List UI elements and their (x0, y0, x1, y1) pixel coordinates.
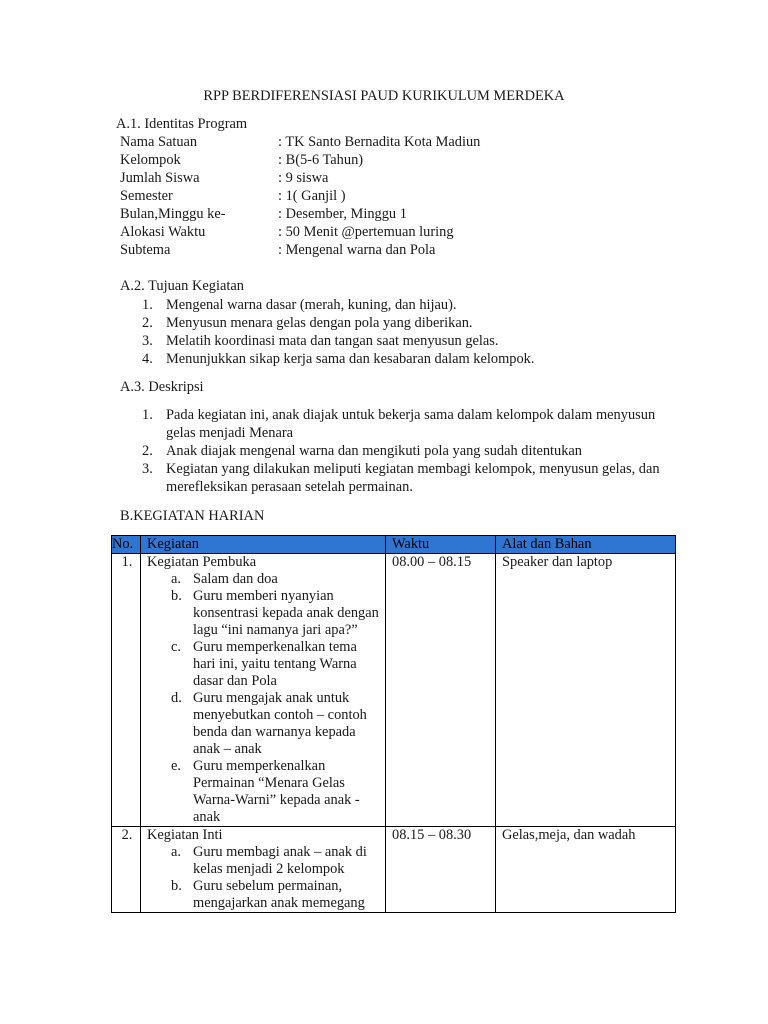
list-number: 4. (142, 351, 153, 367)
tujuan-list (120, 296, 680, 368)
kegiatan-step (147, 690, 379, 758)
list-number: 2. (142, 443, 153, 459)
list-text: Kegiatan yang dilakukan meliputi kegiatan membagi kelompok, menyusun gelas, dan merefleksikan perasaan setelah permainan. (166, 461, 660, 495)
cell-no (112, 554, 141, 827)
list-text: Menunjukkan sikap kerja sama dan kesabaran dalam kelompok. (166, 351, 535, 367)
kegiatan-step (147, 588, 379, 639)
section-identitas-heading: A.1. Identitas Program (116, 116, 248, 132)
list-item (120, 442, 680, 460)
list-text: Pada kegiatan ini, anak diajak untuk bekerja sama dalam kelompok dalam menyusun gelas menjadi Menara (166, 407, 656, 441)
identitas-label: Nama Satuan (120, 134, 198, 150)
kegiatan-harian-table (111, 535, 676, 913)
identitas-value: : B(5-6 Tahun) (278, 152, 364, 168)
header-no: No. (112, 536, 141, 554)
cell-alat: Gelas,meja, dan wadah (496, 827, 676, 913)
step-text: Guru memberi nyanyian konsentrasi kepada anak dengan lagu “ini namanya jari apa?” (193, 588, 379, 638)
deskripsi-list (120, 406, 680, 496)
identitas-label: Bulan,Minggu ke- (120, 206, 226, 222)
list-number: 1. (142, 407, 153, 423)
step-text: Guru memperkenalkan Permainan “Menara Gelas Warna-Warni” kepada anak - anak (193, 758, 360, 825)
cell-waktu: 08.15 – 08.30 (386, 827, 496, 913)
table-header-row (112, 536, 676, 554)
cell-alat: Speaker dan laptop (496, 554, 676, 827)
kegiatan-step (147, 639, 379, 690)
identitas-label: Kelompok (120, 152, 181, 168)
list-item (120, 350, 680, 368)
identitas-value: : Mengenal warna dan Pola (278, 242, 436, 258)
list-number: 3. (142, 461, 153, 477)
list-text: Mengenal warna dasar (merah, kuning, dan hijau). (166, 297, 457, 313)
identitas-label: Semester (120, 188, 173, 204)
step-letter: a. (171, 571, 181, 587)
step-letter: a. (171, 844, 181, 860)
list-text: Menyusun menara gelas dengan pola yang diberikan. (166, 315, 473, 331)
list-item (120, 460, 680, 496)
section-tujuan-heading: A.2. Tujuan Kegiatan (120, 278, 244, 294)
header-alat: Alat dan Bahan (496, 536, 676, 554)
row-number: 2. (121, 827, 133, 843)
list-item (120, 296, 680, 314)
step-text: Salam dan doa (193, 571, 278, 587)
identitas-value: : 1( Ganjil ) (278, 188, 346, 204)
table-row (112, 554, 676, 827)
section-deskripsi-heading: A.3. Deskripsi (120, 379, 204, 395)
kegiatan-steps (147, 844, 379, 912)
list-item (120, 406, 680, 442)
list-number: 3. (142, 333, 153, 349)
cell-waktu: 08.00 – 08.15 (386, 554, 496, 827)
step-letter: c. (171, 639, 181, 655)
list-number: 2. (142, 315, 153, 331)
kegiatan-step (147, 878, 379, 912)
step-text: Guru sebelum permainan, mengajarkan anak memegang (193, 878, 365, 911)
step-letter: b. (171, 878, 182, 894)
row-number: 1. (121, 554, 133, 570)
identitas-value: : TK Santo Bernadita Kota Madiun (278, 134, 481, 150)
step-text: Guru memperkenalkan tema hari ini, yaitu tentang Warna dasar dan Pola (193, 639, 357, 689)
identitas-value: : 50 Menit @pertemuan luring (278, 224, 454, 240)
kegiatan-steps (147, 571, 379, 826)
list-number: 1. (142, 297, 153, 313)
step-letter: d. (171, 690, 182, 706)
kegiatan-step (147, 844, 379, 878)
step-text: Guru membagi anak – anak di kelas menjadi 2 kelompok (193, 844, 367, 877)
step-letter: e. (171, 758, 181, 774)
list-item (120, 332, 680, 350)
section-harian-heading: B.KEGIATAN HARIAN (120, 508, 265, 524)
list-text: Melatih koordinasi mata dan tangan saat menyusun gelas. (166, 333, 499, 349)
step-letter: b. (171, 588, 182, 604)
header-waktu: Waktu (386, 536, 496, 554)
cell-kegiatan (141, 827, 386, 913)
identitas-label: Subtema (120, 242, 171, 258)
header-kegiatan: Kegiatan (141, 536, 386, 554)
identitas-label: Alokasi Waktu (120, 224, 206, 240)
list-text: Anak diajak mengenal warna dan mengikuti pola yang sudah ditentukan (166, 443, 583, 459)
kegiatan-step (147, 571, 379, 588)
kegiatan-title: Kegiatan Inti (147, 827, 223, 843)
kegiatan-step (147, 758, 379, 826)
list-item (120, 314, 680, 332)
step-text: Guru mengajak anak untuk menyebutkan contoh – contoh benda dan warnanya kepada anak – anak (193, 690, 367, 757)
table-row (112, 827, 676, 913)
cell-no (112, 827, 141, 913)
identitas-label: Jumlah Siswa (120, 170, 200, 186)
identitas-value: : 9 siswa (278, 170, 329, 186)
cell-kegiatan (141, 554, 386, 827)
kegiatan-title: Kegiatan Pembuka (147, 554, 257, 570)
page-title: RPP BERDIFERENSIASI PAUD KURIKULUM MERDEKA (203, 88, 565, 104)
identitas-value: : Desember, Minggu 1 (278, 206, 407, 222)
